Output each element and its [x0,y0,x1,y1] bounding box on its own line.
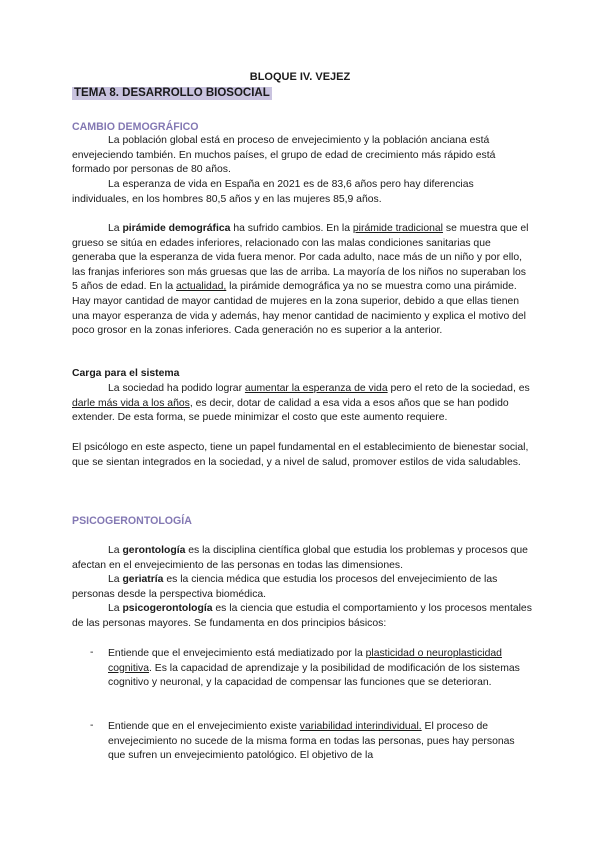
paragraph-piramide: La pirámide demográfica ha sufrido cambios. En la pirámide tradicional se muestra que el grueso se sitúa en edades inferiores, relacionado con las malas condiciones sanitarias que generaba que la esperanza de vida fuera menor. Por cada adulto, nace más de un niño y por ello, las franjas inferiores son más gruesas que las de arriba. La mayoría de los niños no superaban los 5 años de edad. En la actualidad, la pirámide demográfica ya no se muestra como una pirámide. Hay mayor cantidad de mayor cantidad de mujeres en la zona superior, debido a que ellas tienen una mayor esperanza de vida y además, hay menor cantidad de nacimiento y explica el motivo del poco grosor en la zonas inferiores. Cada generación no es superior a la anterior. [72,223,529,337]
section-heading-psicogerontologia: PSICOGERONTOLOGÍA [72,515,192,527]
paragraph-gerontologia: La gerontología es la disciplina científica global que estudia los problemas y procesos que afectan en el envejecimiento de las personas en todas las dimensiones. [72,545,528,571]
term-plasticidad: plasticidad o neuroplasticidad cognitiva [108,648,502,674]
paragraph-psicologo: El psicólogo en este aspecto, tiene un papel fundamental en el establecimiento de bienestar social, que se sientan integrados en la sociedad, y a nivel de salud, promover estilos de vida saludables. [72,442,529,468]
term-actualidad: actualidad, [176,281,227,293]
bullet-dash: - [90,720,94,731]
bullet-variabilidad: Entiende que en el envejecimiento existe variabilidad interindividual. El proceso de envejecimiento no sucede de la misma forma en todas las personas, pues hay personas que sufren un envejecimiento patológico. El objetivo de la [108,721,515,762]
paragraph-carga: La sociedad ha podido lograr aumentar la esperanza de vida pero el reto de la sociedad, es darle más vida a los años, es decir, dotar de calidad a esa vida a esos años que se han podido extender. De esta forma, se puede minimizar el costo que este aumento requiere. [72,383,530,424]
subheading-carga: Carga para el sistema [72,368,180,379]
term-darle-mas-vida: darle más vida a los años [72,397,190,409]
paragraph-psicogerontologia: La psicogerontología es la ciencia que estudia el comportamiento y los procesos mentales de las personas mayores. Se fundamenta en dos principios básicos: [72,603,532,629]
block-title: BLOQUE IV. VEJEZ [249,71,351,83]
bullet-plasticidad: Entiende que el envejecimiento está mediatizado por la plasticidad o neuroplasticidad cognitiva. Es la capacidad de aprendizaje y la posibilidad de modificación de los sistemas cognitivo y neuronal, y la capacidad de compensar las funciones que se deterioran. [108,648,520,689]
paragraph-geriatria: La geriatría es la ciencia médica que estudia los procesos del envejecimiento de las personas desde la perspectiva biomédica. [72,574,498,600]
section-heading-demografico: CAMBIO DEMOGRÁFICO [72,121,199,133]
term-gerontologia: gerontología [122,545,186,556]
bullet-dash: - [90,647,94,658]
term-piramide-demografica: pirámide demográfica [122,223,231,234]
term-psicogerontologia: psicogerontología [122,603,213,614]
paragraph-poblacion: La población global está en proceso de envejecimiento y la población anciana está envejeciendo también. En muchos países, el grupo de edad de crecimiento más rápido está formado por personas de 80 años. [72,135,496,176]
topic-title: TEMA 8. DESARROLLO BIOSOCIAL [74,87,270,99]
term-piramide-tradicional: pirámide tradicional [352,223,443,234]
term-aumentar-esperanza: aumentar la esperanza de vida [244,383,388,394]
term-variabilidad: variabilidad interindividual. [299,721,422,732]
term-geriatria: geriatría [122,574,164,585]
paragraph-esperanza: La esperanza de vida en España en 2021 es de 83,6 años pero hay diferencias individuales, en los hombres 80,5 años y en las mujeres 85,9 años. [72,179,474,205]
